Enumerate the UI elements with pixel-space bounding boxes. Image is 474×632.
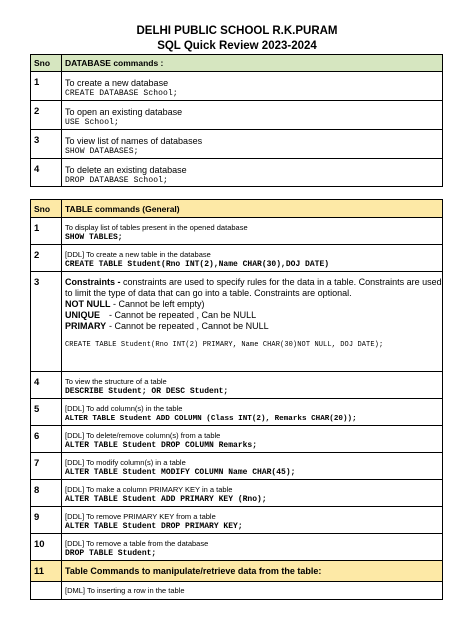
row-number: 5 [31, 399, 62, 426]
table-header-row [31, 55, 443, 72]
row-code: ALTER TABLE Student DROP COLUMN Remarks; [65, 441, 258, 450]
row-code: SHOW DATABASES; [65, 147, 139, 156]
school-title: DELHI PUBLIC SCHOOL R.K.PURAM [136, 25, 338, 37]
row-description: [DDL] To modify column(s) in a table [65, 458, 186, 467]
row-code: DROP DATABASE School; [65, 176, 168, 185]
row-code: USE School; [65, 118, 119, 127]
section-title: Table Commands to manipulate/retrieve data from the table: [62, 561, 443, 582]
table-row [31, 245, 443, 272]
row-description: [DDL] To add column(s) in the table [65, 404, 183, 413]
table-row [31, 372, 443, 399]
row-description: To display list of tables present in the opened database [65, 223, 248, 232]
row-description: To create a new database [65, 78, 169, 88]
row-description: [DML] To inserting a row in the table [65, 586, 185, 595]
table-row [31, 507, 443, 534]
row-number: 4 [31, 159, 62, 187]
table-row [31, 582, 443, 600]
constraints-text: constraints are used to specify rules for the data in a table. Constraints are used to limit the type of data that can go into a table. Constraints are optional. [65, 277, 442, 298]
row-code: ALTER TABLE Student MODIFY COLUMN Name CHAR(45); [65, 468, 296, 477]
table-row [31, 399, 443, 426]
table-commands-table [30, 199, 443, 600]
table-row [31, 101, 443, 130]
row-number: 6 [31, 426, 62, 453]
table-row [31, 218, 443, 245]
table-row [31, 426, 443, 453]
row-code: DROP TABLE Student; [65, 549, 157, 558]
row-description: [DDL] To make a column PRIMARY KEY in a table [65, 485, 233, 494]
unique-text: - Cannot be repeated , Can be NULL [109, 310, 257, 320]
table-row [31, 72, 443, 101]
row-number: 4 [31, 372, 62, 399]
row-description: [DDL] To remove a table from the database [65, 539, 209, 548]
row-code: CREATE TABLE Student(Rno INT(2),Name CHAR(30),DOJ DATE) [65, 260, 330, 269]
sno-header: Sno [31, 200, 62, 218]
table-title: TABLE commands (General) [62, 200, 443, 218]
section-header-row [31, 561, 443, 582]
row-code: SHOW TABLES; [65, 233, 123, 242]
table-row [31, 453, 443, 480]
row-number: 1 [31, 218, 62, 245]
row-code: ALTER TABLE Student DROP PRIMARY KEY; [65, 522, 243, 531]
row-description: [DDL] To delete/remove column(s) from a table [65, 431, 221, 440]
table-row [31, 534, 443, 561]
row-description: To delete an existing database [65, 165, 187, 175]
unique-line [65, 310, 442, 321]
row-number: 7 [31, 453, 62, 480]
table-row [31, 480, 443, 507]
row-code: ALTER TABLE Student ADD COLUMN (Class INT(2), Remarks CHAR(20)); [65, 415, 357, 423]
table-title: DATABASE commands : [62, 55, 443, 72]
row-description: [DDL] To remove PRIMARY KEY from a table [65, 512, 216, 521]
row-number: 9 [31, 507, 62, 534]
row-number: 2 [31, 101, 62, 130]
unique-label: UNIQUE [65, 310, 101, 320]
table-row [31, 159, 443, 187]
row-code: CREATE DATABASE School; [65, 89, 178, 98]
row-code: DESCRIBE Student; OR DESC Student; [65, 387, 229, 396]
row-code: ALTER TABLE Student ADD PRIMARY KEY (Rno); [65, 495, 267, 504]
row-code: CREATE TABLE Student(Rno INT(2) PRIMARY, Name CHAR(30)NOT NULL, DOJ DATE); [65, 341, 384, 349]
primary-line [65, 321, 442, 332]
table-header-row [31, 200, 443, 218]
primary-label: PRIMARY [65, 321, 107, 331]
row-number: 1 [31, 72, 62, 101]
not-null-text: - Cannot be left empty) [110, 299, 205, 309]
primary-text: - Cannot be repeated , Cannot be NULL [109, 321, 269, 331]
document-subtitle: SQL Quick Review 2023-2024 [157, 40, 317, 52]
row-number: 2 [31, 245, 62, 272]
row-description: To view list of names of databases [65, 136, 203, 146]
row-number: 8 [31, 480, 62, 507]
database-commands-table [30, 54, 443, 187]
constraints-definition [65, 277, 442, 299]
row-number: 11 [31, 561, 62, 582]
row-description: To view the structure of a table [65, 377, 167, 386]
row-number: 3 [31, 130, 62, 159]
row-description: [DDL] To create a new table in the database [65, 250, 211, 259]
row-description: To open an existing database [65, 107, 183, 117]
sno-header: Sno [31, 55, 62, 72]
not-null-line [65, 299, 442, 310]
not-null-label: NOT NULL [65, 299, 111, 309]
row-number: 3 [31, 272, 62, 372]
row-number: 10 [31, 534, 62, 561]
table-row [31, 130, 443, 159]
table-row [31, 272, 443, 372]
constraints-label: Constraints - [65, 277, 121, 287]
